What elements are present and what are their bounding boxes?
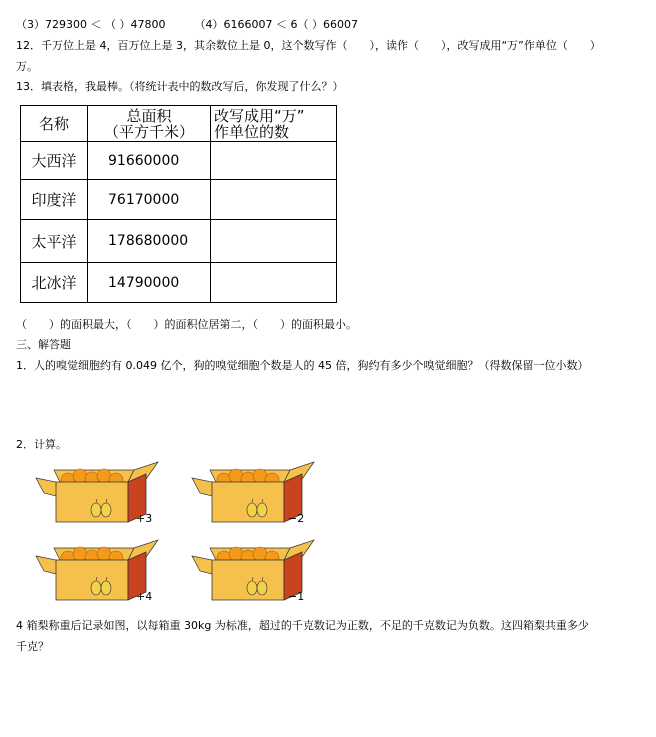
ocean-area: 76170000 [88, 180, 211, 220]
q11-line [16, 18, 358, 32]
pear-box-4 [190, 538, 320, 604]
header-name: 名称 [21, 106, 88, 142]
q2-text-line1: 4 箱梨称重后记录如图，以每箱重 30kg 为标准，超过的千克数记为正数，不足的千克数记为负数。这四箱梨共重多少 [16, 619, 589, 632]
converted-cell[interactable] [211, 220, 337, 263]
converted-cell[interactable] [211, 142, 337, 180]
ocean-area: 178680000 [88, 220, 211, 263]
pear-box-3 [34, 538, 164, 604]
table-row [21, 263, 337, 303]
q13-title: 13．填表格，我最棒。（将统计表中的数改写后，你发现了什么？） [16, 80, 344, 93]
ocean-area: 14790000 [88, 263, 211, 303]
q12-line2: 万。 [16, 60, 38, 73]
q2-title: 2．计算。 [16, 438, 67, 451]
q2-text-line2: 千克？ [16, 640, 49, 653]
table-row [21, 142, 337, 180]
table-header-row [21, 106, 337, 142]
section3-heading: 三、解答题 [16, 338, 71, 351]
box-weight-diff: −1 [288, 590, 305, 603]
q11-part-4: （4）6166007 ＜ 6（ ）66007 [194, 18, 358, 31]
box-weight-diff: +4 [136, 590, 153, 603]
ocean-area: 91660000 [88, 142, 211, 180]
box-weight-diff: +3 [136, 512, 153, 525]
converted-cell[interactable] [211, 263, 337, 303]
converted-cell[interactable] [211, 180, 337, 220]
header-area: 总面积 （平方千米） [88, 106, 211, 142]
pear-box-1 [34, 460, 164, 526]
ocean-name: 太平洋 [21, 220, 88, 263]
box-weight-diff: −2 [288, 512, 305, 525]
table-row [21, 180, 337, 220]
q13-after: （ ）的面积最大，（ ）的面积位居第二，（ ）的面积最小。 [16, 318, 357, 331]
ocean-area-table [20, 105, 337, 303]
q12-line1: 12．千万位上是 4，百万位上是 3，其余数位上是 0，这个数写作（ ），读作（ ），改写成用“万”作单位（ ） [16, 39, 601, 52]
ocean-name: 印度洋 [21, 180, 88, 220]
q11-part-3: （3）729300 ＜ （ ）47800 [16, 18, 166, 31]
header-converted: 改写成用“万” 作单位的数 [211, 106, 337, 142]
pear-box-2 [190, 460, 320, 526]
ocean-name: 北冰洋 [21, 263, 88, 303]
ocean-name: 大西洋 [21, 142, 88, 180]
section3-q1: 1．人的嗅觉细胞约有 0.049 亿个，狗的嗅觉细胞个数是人的 45 倍，狗约有多少个嗅觉细胞？（得数保留一位小数） [16, 359, 589, 372]
table-row [21, 220, 337, 263]
